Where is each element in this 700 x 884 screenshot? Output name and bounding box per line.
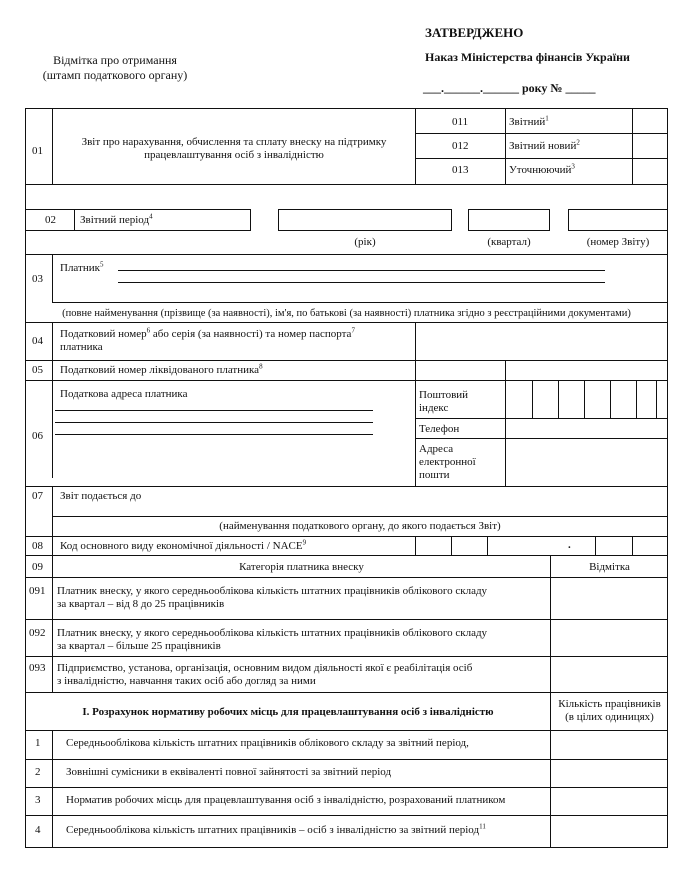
tax-number-label-2: платника [60, 341, 103, 353]
row-4-text: Середньооблікова кількість штатних працівників – осіб з інвалідністю за звітний період$^{11}$ [66, 822, 486, 836]
row-4-code: 4 [35, 824, 41, 836]
row-02-code: 02 [45, 214, 56, 226]
report-number-caption: (номер Звіту) [586, 236, 650, 248]
row-05-code: 05 [32, 364, 43, 376]
category-093-text: Підприємство, установа, організація, основним видом діяльності якої є реабілітація осіб [57, 662, 473, 674]
liquidated-tax-number-input[interactable] [416, 361, 667, 379]
row-1-code: 1 [35, 737, 41, 749]
row-09-code: 09 [32, 561, 43, 573]
phone-input[interactable] [506, 419, 667, 437]
category-091-mark[interactable] [551, 578, 667, 618]
report-title: Звіт про нарахування, обчислення та сплату внеску на підтримку [81, 136, 387, 148]
quarter-input[interactable] [468, 209, 550, 231]
type-new-reporting: Звітний новий$^2$ [509, 138, 580, 152]
type-clarifying: Уточнюючий$^3$ [509, 162, 575, 176]
type-code-011: 011 [452, 116, 469, 128]
row-06-code: 06 [32, 430, 43, 442]
year-caption: (рік) [354, 236, 376, 248]
tax-authority-note: (найменування податкового органу, до якого подається Звіт) [219, 520, 501, 532]
category-091-text: Платник внеску, у якого середньооблікова кількість штатних працівників облікового складу [57, 585, 488, 597]
category-093-text-2: з інвалідністю, навчання таких осіб або догляд за ними [57, 675, 316, 687]
type-reporting: Звітний$^1$ [509, 114, 549, 128]
row-08-code: 08 [32, 540, 43, 552]
payer-label: Платник$^5$ [60, 260, 104, 274]
tax-number-input[interactable] [416, 323, 667, 359]
type-013-checkbox[interactable] [633, 159, 667, 183]
postal-index-label: Поштовий [419, 389, 469, 401]
category-092-text-2: за квартал – більше 25 працівників [57, 640, 221, 652]
row-07-code: 07 [32, 490, 43, 502]
report-number-input[interactable] [568, 209, 668, 231]
workers-count-header-2: (в цілих одиницях) [565, 711, 654, 723]
nace-separator: . [568, 539, 571, 551]
row-1-value-input[interactable] [551, 731, 667, 758]
nace-label: Код основного виду економічної діяльності / NACE$^9$ [60, 538, 307, 552]
stamp-label: Відмітка про отримання [53, 53, 177, 67]
phone-label: Телефон [419, 423, 460, 435]
quarter-caption: (квартал) [487, 236, 531, 248]
postal-index-input[interactable] [506, 381, 667, 417]
row-04-code: 04 [32, 335, 43, 347]
section-1-title: І. Розрахунок нормативу робочих місць для працевлаштування осіб з інвалідністю [82, 706, 494, 718]
type-code-012: 012 [452, 140, 469, 152]
row-01-code: 01 [32, 145, 43, 157]
category-092-mark[interactable] [551, 620, 667, 655]
row-091-code: 091 [29, 585, 46, 597]
nace-code-input[interactable] [416, 537, 667, 554]
order-date-line: ___.______.______ року № _____ [423, 81, 596, 95]
tax-address-label: Податкова адреса платника [60, 388, 188, 400]
category-093-mark[interactable] [551, 657, 667, 691]
email-input[interactable] [506, 439, 667, 485]
report-title-2: працевлаштування осіб з інвалідністю [144, 149, 324, 161]
category-092-text: Платник внеску, у якого середньооблікова кількість штатних працівників облікового складу [57, 627, 488, 639]
row-2-code: 2 [35, 766, 41, 778]
year-input[interactable] [278, 209, 452, 231]
payer-note: (повне найменування (прізвище (за наявності), ім'я, по батькові (за наявності) платника згідно з реєстраційними документами) [62, 308, 631, 319]
row-4-value-input[interactable] [551, 816, 667, 847]
row-093-code: 093 [29, 662, 46, 674]
row-1-text: Середньооблікова кількість штатних працівників облікового складу за звітний період, [66, 737, 469, 749]
category-091-text-2: за квартал – від 8 до 25 працівників [57, 598, 225, 610]
email-label: Адреса [419, 443, 454, 455]
tax-address-line[interactable] [55, 410, 373, 411]
payer-name-line[interactable] [118, 270, 605, 271]
mark-label: Відмітка [589, 561, 630, 573]
row-2-value-input[interactable] [551, 760, 667, 786]
row-3-text: Норматив робочих місць для працевлаштування осіб з інвалідністю, розрахований платником [66, 794, 506, 806]
period-label: Звітний період$^4$ [80, 212, 153, 226]
tax-number-label: Податковий номер$^6$ або серія (за наявності) та номер паспорта$^7$ [60, 326, 355, 340]
stamp-sublabel: (штамп податкового органу) [42, 68, 188, 82]
order-title: Наказ Міністерства фінансів України [425, 50, 630, 64]
submitted-to-label: Звіт подається до [60, 490, 142, 502]
row-092-code: 092 [29, 627, 46, 639]
approved-title: ЗАТВЕРДЖЕНО [425, 25, 524, 40]
category-label: Категорія платника внеску [239, 561, 364, 573]
email-label-2: електронної [419, 456, 476, 468]
email-label-3: пошти [419, 469, 450, 481]
type-code-013: 013 [452, 164, 469, 176]
tax-authority-input[interactable] [53, 504, 667, 516]
postal-index-label-2: індекс [419, 402, 449, 414]
liquidated-tax-number-label: Податковий номер ліквідованого платника$^8$ [60, 362, 263, 376]
workers-count-header: Кількість працівників [558, 698, 661, 710]
row-2-text: Зовнішні сумісники в еквіваленті повної зайнятості за звітний період [66, 766, 392, 778]
row-03-code: 03 [32, 273, 43, 285]
row-3-code: 3 [35, 794, 41, 806]
type-012-checkbox[interactable] [633, 134, 667, 158]
row-3-value-input[interactable] [551, 788, 667, 814]
type-011-checkbox[interactable] [633, 109, 667, 133]
